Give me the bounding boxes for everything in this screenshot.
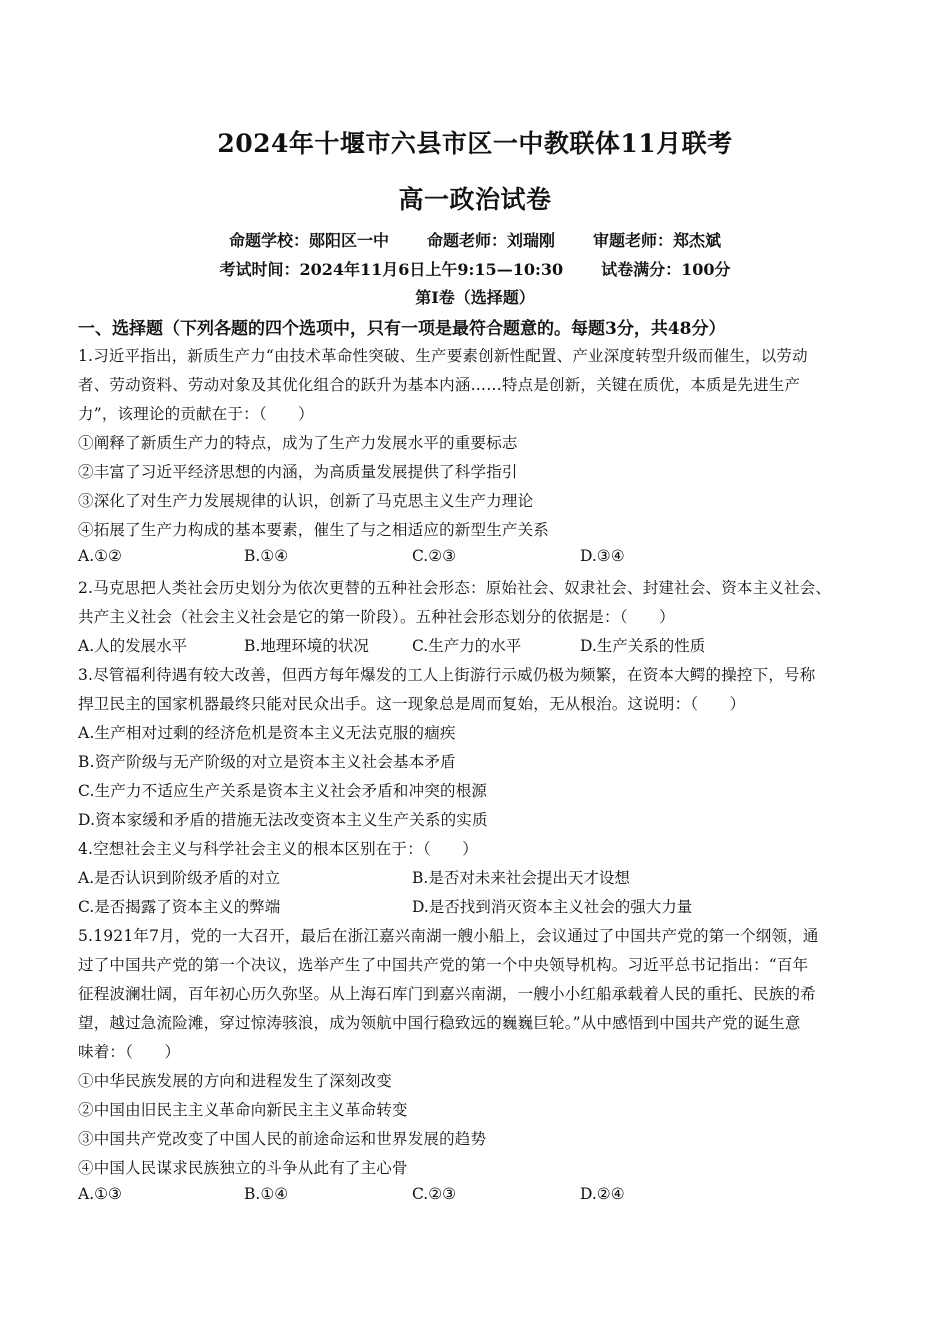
option-b: B.地理环境的状况 xyxy=(244,637,369,655)
option-a: A.人的发展水平 xyxy=(78,637,188,655)
statement-item: ④中国人民谋求民族独立的斗争从此有了主心骨 xyxy=(78,1159,408,1177)
option-a: A.生产相对过剩的经济危机是资本主义无法克服的痼疾 xyxy=(78,724,456,742)
question-text: 1.习近平指出，新质生产力“由技术革命性突破、生产要素创新性配置、产业深度转型升级而催生，以劳动 xyxy=(78,347,808,365)
question-text: 4.空想社会主义与科学社会主义的根本区别在于：（ ） xyxy=(78,840,478,858)
option-d: D.③④ xyxy=(580,547,625,565)
option-b: B.①④ xyxy=(244,1185,289,1203)
option-b: B.是否对未来社会提出天才设想 xyxy=(412,869,630,887)
option-d: D.是否找到消灭资本主义社会的强大力量 xyxy=(412,898,693,916)
option-a: A.①③ xyxy=(78,1185,122,1203)
exam-subtitle: 高一政治试卷 xyxy=(398,185,552,214)
option-c: C.②③ xyxy=(412,1185,457,1203)
option-d: D.资本家缓和矛盾的措施无法改变资本主义生产关系的实质 xyxy=(78,811,488,829)
exam-title: 2024年十堰市六县市区一中教联体11月联考 xyxy=(217,129,733,158)
question-text: 共产主义社会（社会主义社会是它的第一阶段）。五种社会形态划分的依据是：（ ） xyxy=(78,608,675,626)
question-text: 者、劳动资料、劳动对象及其优化组合的跃升为基本内涵……特点是创新，关键在质优，本质是先进生产 xyxy=(78,376,801,394)
question-text: 望，越过急流险滩，穿过惊涛骇浪，成为领航中国行稳致远的巍巍巨轮。”从中感悟到中国共产党的诞生意 xyxy=(78,1014,801,1032)
option-a: A.①② xyxy=(78,547,122,565)
exam-time: 考试时间：2024年11月6日上午9:15—10:30 xyxy=(219,260,564,279)
option-b: B.资产阶级与无产阶级的对立是资本主义社会基本矛盾 xyxy=(78,753,456,771)
exam-info xyxy=(0,257,950,280)
option-c: C.②③ xyxy=(412,547,457,565)
option-d: D.②④ xyxy=(580,1185,625,1203)
question-text: 捍卫民主的国家机器最终只能对民众出手。这一现象总是周而复始，无从根治。这说明：（ ） xyxy=(78,695,746,713)
question-setter: 命题老师：刘瑞刚 xyxy=(426,231,555,250)
option-a: A.是否认识到阶级矛盾的对立 xyxy=(78,869,281,887)
question-reviewer: 审题老师：郑杰斌 xyxy=(593,231,722,250)
setting-school: 命题学校：郧阳区一中 xyxy=(228,231,389,250)
option-b: B.①④ xyxy=(244,547,289,565)
section-heading: 一、选择题（下列各题的四个选项中，只有一项是最符合题意的。每题3分，共48分） xyxy=(78,319,726,339)
question-text: 过了中国共产党的第一个决议，选举产生了中国共产党的第一个中央领导机构。习近平总书记指出：“百年 xyxy=(78,956,809,974)
option-c: C.生产力不适应生产关系是资本主义社会矛盾和冲突的根源 xyxy=(78,782,488,800)
statement-item: ③深化了对生产力发展规律的认识，创新了马克思主义生产力理论 xyxy=(78,492,534,510)
option-c: C.生产力的水平 xyxy=(412,637,522,655)
full-score: 试卷满分：100分 xyxy=(601,260,731,279)
question-text: 5.1921年7月，党的一大召开，最后在浙江嘉兴南湖一艘小船上，会议通过了中国共产党的第一个纲领，通 xyxy=(78,927,819,945)
exam-authors xyxy=(0,228,950,251)
statement-item: ③中国共产党改变了中国人民的前途命运和世界发展的趋势 xyxy=(78,1130,487,1148)
question-text: 3.尽管福利待遇有较大改善，但西方每年爆发的工人上街游行示威仍极为频繁，在资本大鳄的操控下，号称 xyxy=(78,666,816,684)
volume-heading: 第Ⅰ卷（选择题） xyxy=(415,288,535,307)
option-d: D.生产关系的性质 xyxy=(580,637,706,655)
statement-item: ②中国由旧民主主义革命向新民主主义革命转变 xyxy=(78,1101,408,1119)
statement-item: ②丰富了习近平经济思想的内涵，为高质量发展提供了科学指引 xyxy=(78,463,518,481)
statement-item: ④拓展了生产力构成的基本要素，催生了与之相适应的新型生产关系 xyxy=(78,521,550,539)
question-text: 力”，该理论的贡献在于：（ ） xyxy=(78,405,314,423)
question-text: 征程波澜壮阔，百年初心历久弥坚。从上海石库门到嘉兴南湖，一艘小小红船承载着人民的重托、民族的希 xyxy=(78,985,816,1003)
statement-item: ①阐释了新质生产力的特点，成为了生产力发展水平的重要标志 xyxy=(78,434,518,452)
option-c: C.是否揭露了资本主义的弊端 xyxy=(78,898,281,916)
question-text: 2.马克思把人类社会历史划分为依次更替的五种社会形态：原始社会、奴隶社会、封建社会、资本主义社会、 xyxy=(78,579,832,597)
question-text: 味着：（ ） xyxy=(78,1043,181,1061)
statement-item: ①中华民族发展的方向和进程发生了深刻改变 xyxy=(78,1072,393,1090)
